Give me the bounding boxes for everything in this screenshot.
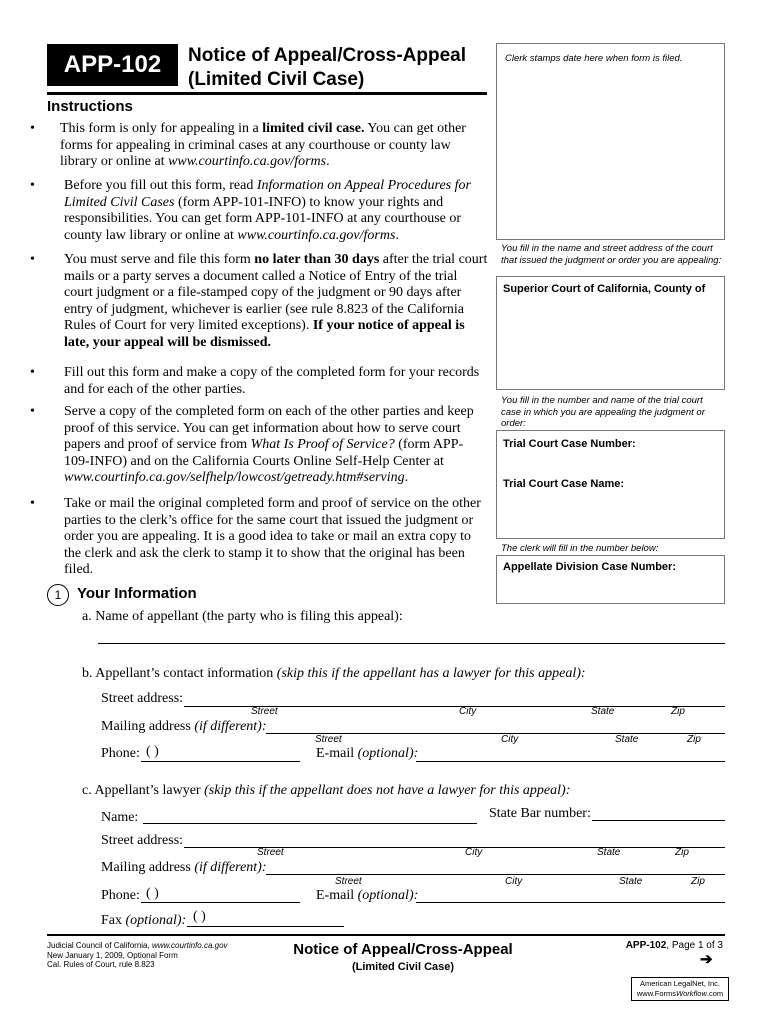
section-number-circle	[47, 584, 69, 606]
case-number-label: Trial Court Case Number:	[503, 438, 636, 450]
phone-label: Phone:	[101, 746, 140, 761]
fax-field[interactable]	[187, 926, 344, 927]
instruction-item	[30, 496, 490, 579]
instruction-text-part: Take or mail the original completed form and proof of service on the other parties to the clerk’s office for the same court that issued the judgment or order you are appealing. It is a good idea to take or mail an extra copy to the clerk and ask the clerk to stamp it to show that the original has been filed.	[64, 496, 481, 577]
legalnet-badge	[631, 977, 729, 1001]
appellate-box[interactable]	[496, 555, 725, 604]
instruction-text-part: Fill out this form and make a copy of the completed form for your records and for each of the other parties.	[64, 365, 480, 397]
sub-state: State	[619, 876, 643, 887]
footer-subtitle: (Limited Civil Case)	[351, 961, 455, 973]
phone-parens: ( )	[146, 744, 159, 759]
sub-zip: Zip	[675, 847, 689, 858]
footer-council: Judicial Council of California,	[47, 941, 152, 950]
next-page-arrow-icon[interactable]: ➔	[700, 951, 713, 968]
sub-street: Street	[251, 706, 278, 717]
instruction-text-part: limited civil case.	[262, 121, 365, 136]
form-number-badge	[47, 44, 178, 86]
instruction-text	[64, 252, 488, 351]
bullet-marker: •	[30, 121, 35, 136]
instruction-item	[30, 365, 490, 398]
instructions-heading: Instructions	[47, 98, 133, 115]
instruction-text	[64, 365, 488, 398]
lawyer-email-field[interactable]	[416, 902, 725, 903]
court-box[interactable]	[496, 276, 725, 390]
street-address-label: Street address:	[101, 833, 184, 848]
instruction-text-part: .	[326, 154, 330, 169]
mailing-address-label	[101, 860, 267, 876]
optional-text: (optional):	[357, 888, 419, 903]
instruction-text	[64, 178, 476, 244]
street-address-label: Street address:	[101, 691, 184, 706]
sub-city: City	[501, 734, 519, 745]
form-number: APP-102	[63, 51, 162, 78]
title-rule	[47, 92, 487, 95]
instruction-text-part: Before you fill out this form, read	[64, 178, 257, 193]
footer-left	[47, 941, 228, 970]
email-text: E-mail	[316, 888, 358, 903]
lawyer-name-label: Name:	[101, 810, 139, 825]
instruction-text-part: after the trial court mails or a party serves a document called a Notice of Entry of the trial court judgment or a file-stamped copy of the judgment or 90 days after entry of judgment, whichever is earlier (see rule 8.823 of the California Rules of Court for very limited exceptions).	[64, 252, 488, 333]
court-note: You fill in the name and street address of the court that issued the judgment or order you are appealing:	[501, 243, 722, 266]
instruction-text-part: You must serve and file this form	[64, 252, 255, 267]
lawyer-label-text: c. Appellant’s lawyer	[82, 783, 205, 798]
appellant-name-field[interactable]	[98, 643, 725, 644]
state-bar-label: State Bar number:	[489, 806, 591, 821]
legalnet-prefix: www.Forms	[636, 989, 677, 998]
optional-text: (optional):	[125, 913, 187, 928]
footer-center	[258, 941, 548, 973]
clerk-stamp-box	[496, 43, 725, 240]
fax-label	[101, 913, 186, 929]
instruction-text-part: .	[395, 227, 399, 243]
email-field[interactable]	[416, 761, 725, 762]
instruction-item	[30, 178, 490, 244]
clerk-note: The clerk will fill in the number below:	[501, 543, 659, 554]
sub-zip: Zip	[691, 876, 705, 887]
lawyer-phone-field[interactable]	[141, 902, 300, 903]
legalnet-line2	[634, 989, 726, 999]
fax-text: Fax	[101, 913, 126, 928]
instruction-text-part: (form APP-101-INFO) to know your rights and responsibilities. You can get form APP-101-INFO at any courthouse or county law library or online at	[64, 194, 462, 243]
sub-street: Street	[335, 876, 362, 887]
instruction-text	[64, 496, 488, 579]
instruction-text-part: If your notice of appeal is late, your appeal will be dismissed.	[64, 318, 465, 350]
mailing-address-text: Mailing address	[101, 719, 195, 734]
footer-line2: New January 1, 2009, Optional Form	[47, 950, 178, 960]
appellant-name-label: a. Name of appellant (the party who is filing this appeal):	[82, 609, 403, 624]
sub-zip: Zip	[687, 734, 701, 745]
footer-page-text: , Page 1 of 3	[666, 940, 723, 951]
case-note: You fill in the number and name of the trial court case in which you are appealing the judgment or order:	[501, 395, 705, 429]
lawyer-mailing-address-field[interactable]	[266, 874, 725, 875]
bullet-marker: •	[30, 178, 35, 193]
contact-info-label	[82, 666, 586, 682]
instruction-text-part: You can get other forms for appealing in criminal cases at any courthouse or county law library or online at	[60, 121, 466, 169]
legalnet-italic: Workflow	[676, 989, 707, 998]
contact-info-label-text: b. Appellant’s contact information	[82, 666, 277, 681]
footer-title: Notice of Appeal/Cross-Appeal	[293, 941, 513, 958]
legalnet-suffix: .com	[706, 989, 724, 998]
contact-info-note: (skip this if the appellant has a lawyer for this appeal):	[276, 666, 586, 681]
email-label	[316, 888, 418, 904]
sub-street: Street	[257, 847, 284, 858]
instruction-text-part: Information on Appeal Procedures for Limited Civil Cases	[64, 178, 471, 210]
instruction-item	[30, 252, 490, 351]
email-label	[316, 746, 418, 762]
if-different: (if different):	[194, 860, 267, 875]
instruction-text	[64, 404, 488, 487]
instruction-text-part: What Is Proof of Service?	[250, 437, 395, 452]
phone-field[interactable]	[141, 761, 300, 762]
footer-url: www.courtinfo.ca.gov	[151, 941, 228, 950]
appellate-label: Appellate Division Case Number:	[503, 561, 676, 573]
lawyer-label	[82, 783, 570, 799]
instruction-text-part: www.courtinfo.ca.gov/selfhelp/lowcost/getready.htm#serving	[64, 470, 405, 485]
phone-label: Phone:	[101, 888, 140, 903]
section-number: 1	[54, 588, 62, 602]
sub-state: State	[591, 706, 615, 717]
sub-city: City	[505, 876, 523, 887]
form-title-line2: (Limited Civil Case)	[188, 69, 365, 90]
instruction-text-part: Serve a copy of the completed form on each of the other parties and keep proof of this service. You can get information about how to serve court papers and proof of service from	[64, 404, 474, 452]
bullet-marker: •	[30, 365, 35, 380]
optional-text: (optional):	[357, 746, 419, 761]
email-text: E-mail	[316, 746, 358, 761]
footer-line1	[47, 941, 228, 951]
mailing-address-label	[101, 719, 267, 735]
sub-state: State	[615, 734, 639, 745]
sub-zip: Zip	[671, 706, 685, 717]
sub-city: City	[465, 847, 483, 858]
footer-line3: Cal. Rules of Court, rule 8.823	[47, 960, 155, 969]
instruction-text-part: (form APP-109-INFO) and on the California Courts Online Self-Help Center at	[64, 437, 464, 469]
mailing-address-text: Mailing address	[101, 860, 195, 875]
footer-form-number: APP-102	[625, 940, 667, 951]
form-title-line1: Notice of Appeal/Cross-Appeal	[188, 45, 467, 66]
bullet-marker: •	[30, 496, 35, 511]
phone-parens: ( )	[146, 886, 159, 901]
state-bar-field[interactable]	[592, 820, 725, 821]
form-title	[188, 44, 466, 92]
instruction-text	[60, 121, 490, 171]
case-box[interactable]	[496, 430, 725, 539]
instruction-text-part: www.courtinfo.ca.gov/forms	[237, 227, 396, 243]
instruction-text-part: This form is only for appealing in a	[60, 121, 263, 136]
instruction-text-part: no later than 30 days	[254, 252, 380, 267]
lawyer-name-field[interactable]	[143, 823, 477, 824]
footer-rule	[47, 934, 725, 936]
lawyer-note: (skip this if the appellant does not have a lawyer for this appeal):	[204, 783, 571, 798]
fax-parens: ( )	[193, 909, 206, 924]
instruction-item	[30, 404, 490, 487]
instruction-text-part: www.courtinfo.ca.gov/forms	[168, 154, 327, 169]
bullet-marker: •	[30, 404, 35, 419]
sub-city: City	[459, 706, 477, 717]
court-label: Superior Court of California, County of	[503, 283, 706, 295]
sub-street: Street	[315, 734, 342, 745]
instruction-text-part: .	[404, 470, 409, 485]
section-title: Your Information	[77, 585, 197, 602]
if-different: (if different):	[194, 719, 267, 734]
bullet-marker: •	[30, 252, 35, 267]
case-name-label: Trial Court Case Name:	[503, 478, 625, 490]
clerk-stamp-note: Clerk stamps date here when form is filed.	[505, 53, 683, 64]
legalnet-line1: American LegalNet, Inc.	[639, 979, 721, 988]
instruction-item	[30, 121, 490, 171]
sub-state: State	[597, 847, 621, 858]
